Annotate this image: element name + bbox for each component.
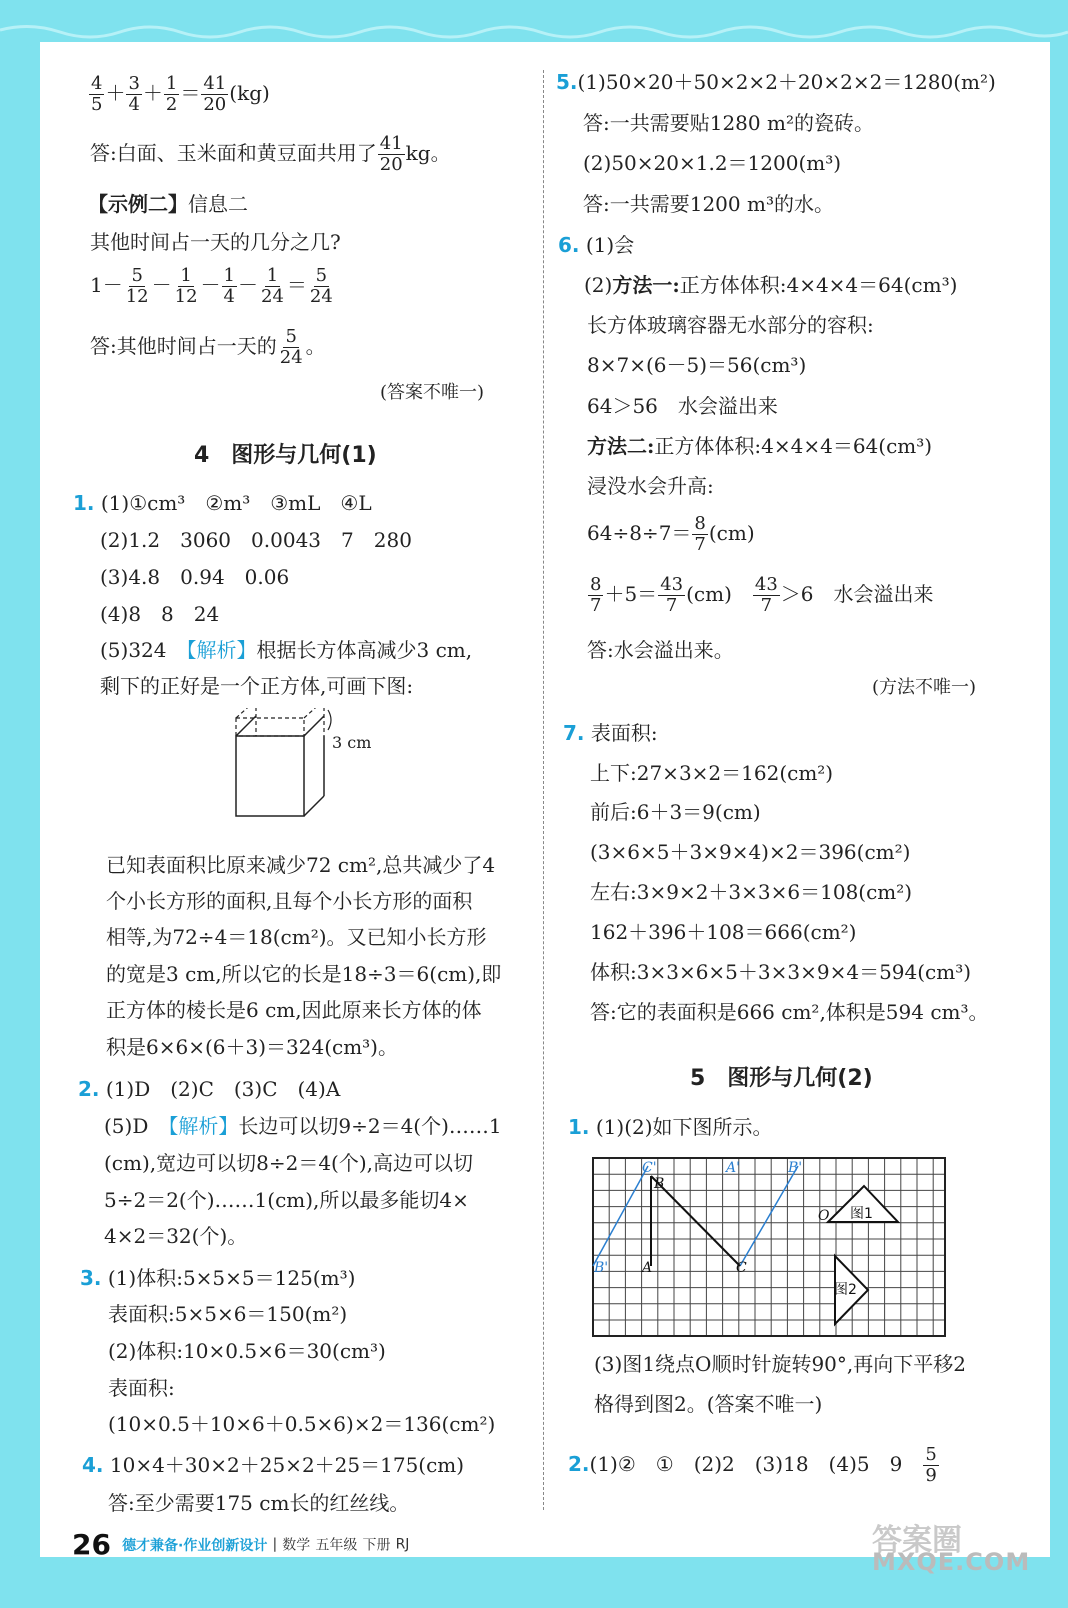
explain-line-2: 个小长方形的面积,且每个小长方形的面积: [106, 889, 473, 913]
translated-line-right: [740, 1166, 798, 1266]
q5-line-2: 答:一共需要贴1280 m²的瓷砖。: [583, 111, 874, 135]
q6-line-2: (2)方法一:正方体体积:4×4×4＝64(cm³): [584, 273, 958, 297]
s5-q2-line-1: 2.(1)② ① (2)2 (3)18 (4)5 9 $\frac{5}{9}$: [568, 1444, 937, 1486]
section-4-title: 4 图形与几何(1): [194, 443, 377, 468]
q5-line-4: 答:一共需要1200 m³的水。: [583, 192, 834, 216]
q4-line-1: 4. 10×4＋30×2＋25×2＋25＝175(cm): [82, 1453, 465, 1477]
label-o: O: [818, 1208, 830, 1224]
grid-figure: [592, 1156, 948, 1340]
q1-line-5: (5)324 【解析】根据长方体高减少3 cm,: [100, 638, 473, 662]
edition: RJ: [395, 1536, 410, 1553]
footer: 26 德才兼备·作业创新设计 | 数学 五年级 下册 RJ: [72, 1528, 410, 1561]
q6-line-10: 答:水会溢出来。: [587, 638, 734, 662]
q3-line-5: (10×0.5＋10×6＋0.5×6)×2＝136(cm²): [108, 1412, 496, 1436]
q1-line-3: (3)4.8 0.94 0.06: [100, 565, 290, 589]
q7-line-3: 前后:6＋3＝9(cm): [590, 800, 761, 824]
q6-line-3: 长方体玻璃容器无水部分的容积:: [587, 313, 874, 337]
q1-line-4: (4)8 8 24: [100, 602, 220, 626]
q6-line-9: $\frac{8}{7}$ ＋5＝ $\frac{43}{7}$ (cm) $\frac{43}{7}$ ＞6 水会溢出来: [590, 574, 934, 616]
left-line-1: $\frac{4}{5}$ ＋ $\frac{3}{4}$ ＋ $\frac{1}{2}$ ＝ $\frac{41}{20}$ (kg): [91, 73, 270, 115]
q1-line-2: (2)1.2 3060 0.0043 7 280: [100, 528, 412, 552]
q1-line-1: 1. (1)①cm³ ②m³ ③mL ④L: [73, 491, 372, 515]
q7-line-4: (3×6×5＋3×9×4)×2＝396(cm²): [590, 840, 911, 864]
label-a-prime: A': [726, 1160, 740, 1176]
watermark-url: MXQE.COM: [872, 1548, 1031, 1576]
label-b: B: [654, 1176, 665, 1192]
q2-line-2: (5)D 【解析】长边可以切9÷2＝4(个)……1: [104, 1114, 502, 1138]
q7-line-7: 体积:3×3×6×5＋3×3×9×4＝594(cm³): [590, 960, 972, 984]
page-number: 26: [72, 1528, 111, 1561]
q7-line-1: 7. 表面积:: [563, 721, 658, 745]
q2-line-3: (cm),宽边可以切8÷2＝4(个),高边可以切: [104, 1151, 474, 1175]
cuboid-figure: [228, 708, 378, 820]
explain-line-5: 正方体的棱长是6 cm,因此原来长方体的体: [106, 998, 482, 1022]
label-b-prime-top: B': [788, 1160, 803, 1176]
q4-line-2: 答:至少需要175 cm长的红丝线。: [108, 1491, 410, 1515]
subject: 数学: [282, 1537, 311, 1554]
label-figure-2: 图2: [834, 1282, 857, 1298]
q7-line-2: 上下:27×3×2＝162(cm²): [590, 761, 834, 785]
s5-q1-line-3: (3)图1绕点O顺时针旋转90°,再向下平移2: [594, 1352, 966, 1376]
q3-line-3: (2)体积:10×0.5×6＝30(cm³): [108, 1339, 386, 1363]
segment-bc: [651, 1176, 740, 1266]
q7-line-6: 162＋396＋108＝666(cm²): [590, 920, 857, 944]
question-text: 其他时间占一天的几分之几?: [90, 230, 341, 254]
grade: 五年级: [315, 1537, 358, 1554]
watermark-logo: 答案圈: [872, 1523, 962, 1558]
q6-line-1: 6. (1)会: [558, 233, 635, 257]
q6-line-8: 64÷8÷7＝ $\frac{8}{7}$ (cm): [587, 513, 755, 555]
q7-line-8: 答:它的表面积是666 cm²,体积是594 cm³。: [590, 1000, 989, 1024]
column-divider: [543, 70, 544, 1510]
q2-line-1: 2. (1)D (2)C (3)C (4)A: [78, 1077, 341, 1101]
q7-line-5: 左右:3×9×2＋3×3×6＝108(cm²): [590, 880, 913, 904]
q1-line-6: 剩下的正好是一个正方体,可画下图:: [100, 674, 414, 698]
s5-q1-line-1: 1. (1)(2)如下图所示。: [568, 1115, 773, 1139]
explain-line-3: 相等,为72÷4＝18(cm²)。又已知小长方形: [106, 925, 487, 949]
volume: 下册: [362, 1537, 391, 1554]
q2-line-5: 4×2＝32(个)。: [104, 1224, 248, 1248]
q5-line-3: (2)50×20×1.2＝1200(m³): [583, 151, 842, 175]
explain-line-4: 的宽是3 cm,所以它的长是18÷3＝6(cm),即: [106, 962, 502, 986]
label-c: C: [736, 1260, 747, 1276]
q2-line-4: 5÷2＝2(个)……1(cm),所以最多能切4×: [104, 1188, 469, 1212]
label-figure-1: 图1: [850, 1206, 873, 1222]
translated-line-left: [593, 1166, 648, 1266]
q6-line-6: 方法二:正方体体积:4×4×4＝64(cm³): [587, 434, 933, 458]
note-method-not-unique: (方法不唯一): [872, 677, 977, 698]
q3-line-4: 表面积:: [108, 1376, 175, 1400]
brand-name: 德才兼备·作业创新设计: [122, 1537, 268, 1554]
q3-line-1: 3. (1)体积:5×5×5＝125(m³): [80, 1266, 356, 1290]
label-b-prime-left: B': [594, 1260, 609, 1276]
q6-line-5: 64＞56 水会溢出来: [587, 394, 778, 418]
label-c-prime: C': [642, 1160, 657, 1176]
q6-line-7: 浸没水会升高:: [587, 474, 714, 498]
s5-q1-line-4: 格得到图2。(答案不唯一): [594, 1392, 823, 1416]
section-5-title: 5 图形与几何(2): [690, 1066, 873, 1091]
left-line-2: 答:白面、玉米面和黄豆面共用了 $\frac{41}{20}$ kg。: [90, 133, 451, 175]
example-two-heading: 【示例二】信息二: [88, 192, 248, 216]
note-answer-not-unique: (答案不唯一): [380, 382, 485, 403]
q3-line-2: 表面积:5×5×6＝150(m²): [108, 1302, 348, 1326]
explain-line-1: 已知表面积比原来减少72 cm²,总共减少了4: [106, 853, 496, 877]
left-line-5: 1－ $\frac{5}{12}$ － $\frac{1}{12}$ － $\frac{1}{4}$ － $\frac{1}{24}$ ＝ $\frac{5}{24}$: [90, 265, 333, 307]
explain-line-6: 积是6×6×(6＋3)＝324(cm³)。: [106, 1035, 398, 1059]
figure-label-3cm: 3 cm: [332, 733, 372, 752]
q5-line-1: 5.(1)50×20＋50×2×2＋20×2×2＝1280(m²): [556, 70, 996, 94]
label-a: A: [642, 1260, 653, 1276]
q6-line-4: 8×7×(6－5)＝56(cm³): [587, 353, 807, 377]
left-line-6: 答:其他时间占一天的 $\frac{5}{24}$ 。: [90, 326, 326, 368]
